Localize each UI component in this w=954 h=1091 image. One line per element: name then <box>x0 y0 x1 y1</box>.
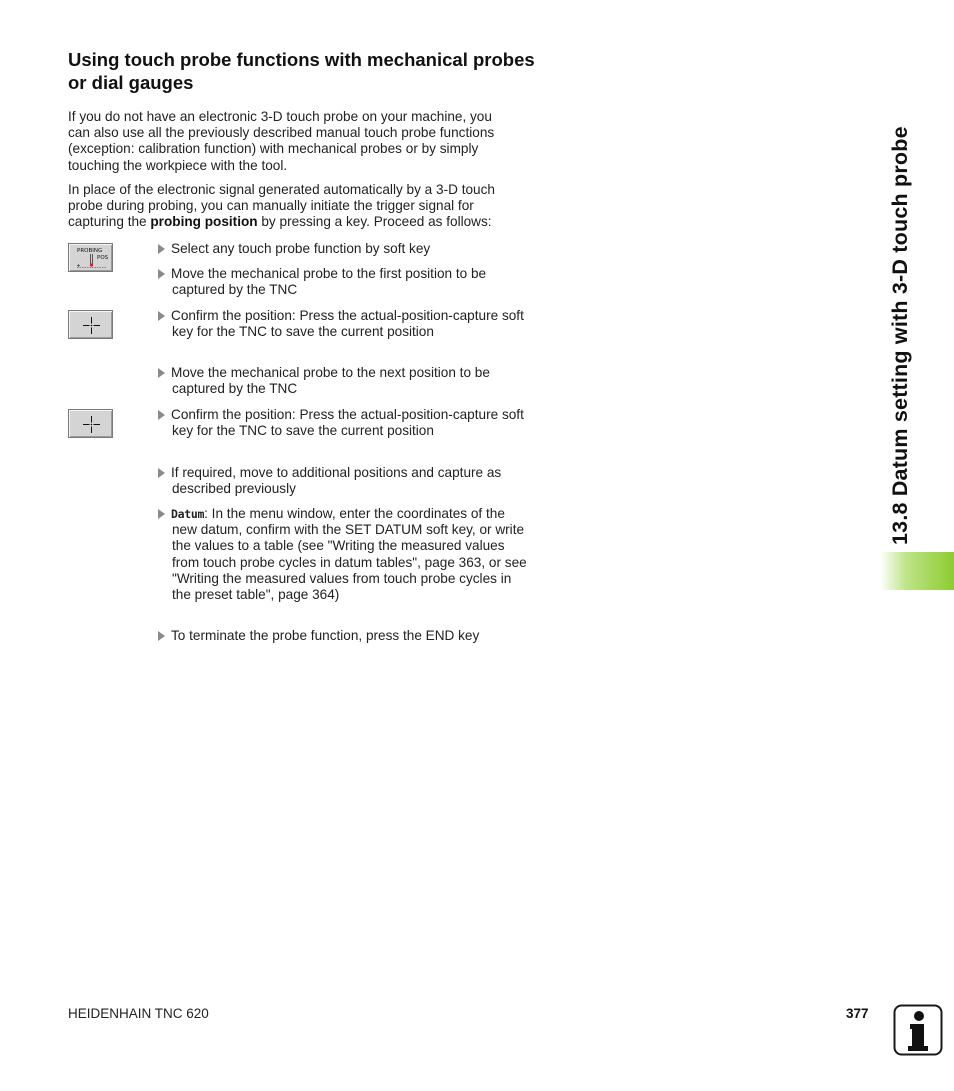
procedure-intro-text-1: In place of the electronic signal generated automatically by a 3-D touch probe during probing, you can manually initiate the trigger signal for capturing the <box>68 182 495 230</box>
probing-pos-softkey[interactable] <box>68 243 113 272</box>
step-text: To terminate the probe function, press the END key <box>171 628 480 643</box>
chapter-title: 13.8 Datum setting with 3-D touch probe <box>888 126 912 545</box>
probing-softkey-label-2: POS <box>97 255 109 261</box>
procedure-step <box>158 241 528 257</box>
probing-softkey-label-1: PROBING <box>77 248 103 254</box>
datum-code: Datum <box>171 507 205 521</box>
procedure-step <box>158 266 528 298</box>
probe-position-icon <box>69 244 114 273</box>
probing-position-term: probing position <box>150 214 258 230</box>
capture-position-softkey-2[interactable] <box>68 409 113 438</box>
triangle-bullet-icon <box>158 269 165 279</box>
step-text: Move the mechanical probe to the next position to be captured by the TNC <box>171 365 490 397</box>
triangle-bullet-icon <box>158 509 165 519</box>
step-text: Select any touch probe function by soft key <box>171 241 431 256</box>
intro-paragraph: If you do not have an electronic 3-D touch probe on your machine, you can also use all the previously described manual touch probe functions (exception: calibration function) with mechanical probes or by simply touching the workpiece with the tool. <box>68 109 495 173</box>
step-text: If required, move to additional positions and capture as described previously <box>171 465 502 497</box>
step-text: : In the menu window, enter the coordinates of the new datum, confirm with the SET DATUM soft key, or write the values to a table (see "Writing the measured values from touch probe cycles in datum tables", page 363, or see "Writing the measured values from touch probe cycles in the preset table", page 364) <box>172 506 527 603</box>
section-heading: Using touch probe functions with mechanical probes or dial gauges <box>68 49 535 93</box>
triangle-bullet-icon <box>158 468 165 478</box>
procedure-step <box>158 308 528 340</box>
chapter-tab <box>880 552 954 590</box>
triangle-bullet-icon <box>158 631 165 641</box>
procedure-step <box>158 628 528 644</box>
crosshair-icon <box>69 410 114 439</box>
capture-position-softkey-1[interactable] <box>68 310 113 339</box>
triangle-bullet-icon <box>158 368 165 378</box>
info-icon <box>893 1004 943 1056</box>
procedure-intro-text-2: by pressing a key. Proceed as follows: <box>257 214 492 230</box>
procedure-step <box>158 506 528 603</box>
procedure-step <box>158 465 528 497</box>
triangle-bullet-icon <box>158 244 165 254</box>
footer-manual-name: HEIDENHAIN TNC 620 <box>68 1006 209 1021</box>
procedure-step <box>158 407 528 439</box>
step-text: Confirm the position: Press the actual-position-capture soft key for the TNC to save the current position <box>171 308 524 340</box>
crosshair-icon <box>69 311 114 340</box>
procedure-intro-paragraph <box>68 182 516 231</box>
page-number: 377 <box>846 1006 869 1021</box>
step-text: Confirm the position: Press the actual-position-capture soft key for the TNC to save the current position <box>171 407 524 439</box>
step-text: Move the mechanical probe to the first position to be captured by the TNC <box>171 266 487 298</box>
triangle-bullet-icon <box>158 410 165 420</box>
procedure-step <box>158 365 528 397</box>
triangle-bullet-icon <box>158 311 165 321</box>
